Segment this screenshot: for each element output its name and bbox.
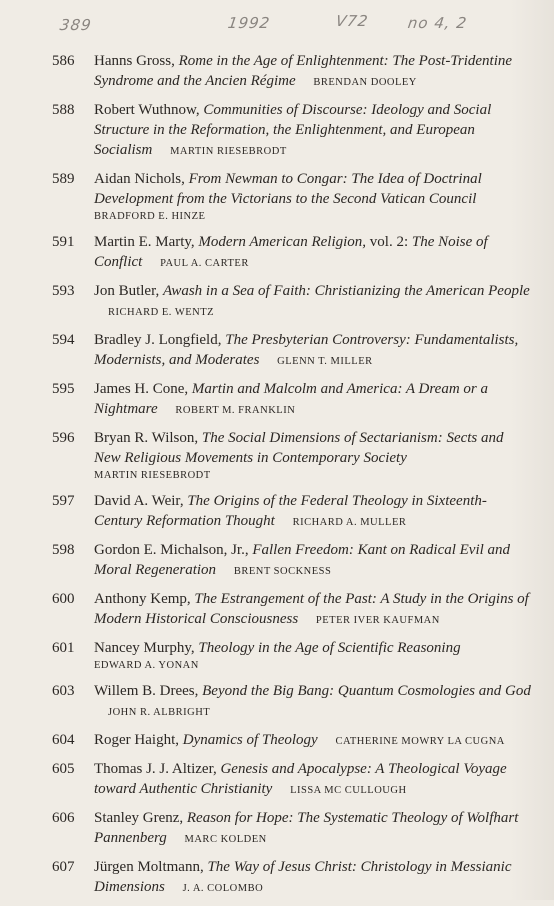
entry-author: Willem B. Drees, (94, 683, 199, 699)
entry-text (94, 759, 532, 801)
review-entry (52, 51, 532, 93)
entry-subtitle: The Noise of Conflict (94, 234, 488, 270)
entry-page-number: 586 (52, 53, 75, 69)
entry-page-number: 596 (52, 430, 75, 446)
entry-page-number: 598 (52, 542, 75, 558)
entry-page-number: 603 (52, 683, 75, 699)
entry-title: Beyond the Big Bang: Quantum Cosmologies and God (202, 683, 531, 699)
entry-text (94, 589, 532, 631)
entry-author: David A. Weir, (94, 493, 184, 509)
entry-author: Thomas J. J. Altizer, (94, 761, 217, 777)
entry-page-number: 607 (52, 859, 75, 875)
entry-text (94, 330, 532, 372)
entry-title: The Origins of the Federal Theology in Sixteenth-Century Reformation Thought (94, 493, 487, 529)
entry-title: Awash in a Sea of Faith: Christianizing the American People (162, 283, 530, 299)
entry-author: Robert Wuthnow, (94, 102, 200, 118)
entry-page-number: 601 (52, 640, 75, 656)
review-list (52, 51, 532, 906)
annotation-issue: no 4, 2 (406, 14, 469, 32)
review-entry (52, 681, 532, 723)
entry-reviewer: ROBERT M. FRANKLIN (175, 405, 296, 416)
entry-page-number: 604 (52, 732, 75, 748)
entry-text (94, 51, 532, 93)
review-entry (52, 428, 532, 484)
entry-text (94, 100, 532, 162)
entry-text (94, 379, 532, 421)
annotation-page-number: 389 (58, 16, 93, 34)
entry-title: The Estrangement of the Past: A Study in the Origins of Modern Historical Consciousness (94, 591, 529, 627)
entry-text (94, 232, 532, 274)
entry-title: Martin and Malcolm and America: A Dream or a Nightmare (94, 381, 488, 417)
entry-reviewer: MARTIN RIESEBRODT (170, 146, 287, 157)
entry-page-number: 605 (52, 761, 75, 777)
entry-title: Communities of Discourse: Ideology and Social Structure in the Reformation, the Enlightenment, and European Socialism (94, 102, 492, 158)
entry-author: Anthony Kemp, (94, 591, 191, 607)
entry-page-number: 588 (52, 102, 75, 118)
review-entry (52, 857, 532, 899)
entry-author: Stanley Grenz, (94, 810, 184, 826)
entry-text (94, 808, 532, 850)
entry-title: From Newman to Congar: The Idea of Doctrinal Development from the Victorians to the Second Vatican Council (94, 171, 482, 207)
entry-text (94, 730, 532, 752)
review-entry (52, 730, 532, 752)
entry-title: Dynamics of Theology (182, 732, 318, 748)
entry-page-number: 594 (52, 332, 75, 348)
review-entry (52, 540, 532, 582)
entry-reviewer: BRADFORD E. HINZE (94, 211, 206, 222)
annotation-year: 1992 (226, 14, 272, 32)
entry-author: Bradley J. Longfield, (94, 332, 222, 348)
entry-text (94, 169, 532, 225)
entry-reviewer: RICHARD A. MULLER (292, 517, 407, 528)
entry-author: James H. Cone, (94, 381, 189, 397)
entry-author: Jon Butler, (94, 283, 160, 299)
entry-author: Nancey Murphy, (94, 640, 195, 656)
entry-title: Theology in the Age of Scientific Reasoning (198, 640, 461, 656)
entry-title: Modern American Religion, (198, 234, 367, 250)
entry-reviewer: GLENN T. MILLER (277, 356, 373, 367)
review-entry (52, 808, 532, 850)
entry-reviewer: EDWARD A. YONAN (94, 660, 199, 671)
entry-reviewer: PETER IVER KAUFMAN (315, 615, 440, 626)
entry-page-number: 589 (52, 171, 75, 187)
entry-reviewer: BRENT SOCKNESS (233, 566, 332, 577)
entry-author: Jürgen Moltmann, (94, 859, 204, 875)
annotation-volume: V72 (334, 12, 370, 30)
entry-reviewer: CATHERINE MOWRY LA CUGNA (335, 736, 505, 747)
entry-title: Fallen Freedom: Kant on Radical Evil and Moral Regeneration (94, 542, 511, 578)
review-entry (52, 169, 532, 225)
entry-page-number: 593 (52, 283, 75, 299)
review-entry (52, 281, 532, 323)
entry-reviewer: RICHARD E. WENTZ (108, 307, 215, 318)
entry-reviewer: LISSA MC CULLOUGH (290, 785, 407, 796)
review-entry (52, 379, 532, 421)
entry-page-number: 591 (52, 234, 75, 250)
entry-text (94, 281, 532, 323)
entry-reviewer: PAUL A. CARTER (160, 258, 249, 269)
review-entry (52, 589, 532, 631)
entry-text (94, 491, 532, 533)
review-entry (52, 100, 532, 162)
entry-text (94, 428, 532, 484)
entry-reviewer: J. A. COLOMBO (182, 883, 264, 894)
entry-title: The Presbyterian Controversy: Fundamentalists, Modernists, and Moderates (94, 332, 519, 368)
entry-author: Martin E. Marty, (94, 234, 195, 250)
review-entry (52, 491, 532, 533)
entry-text (94, 638, 532, 674)
handwritten-annotation (0, 10, 554, 40)
review-entry (52, 330, 532, 372)
entry-page-number: 595 (52, 381, 75, 397)
entry-reviewer: MARC KOLDEN (184, 834, 267, 845)
entry-title: Reason for Hope: The Systematic Theology of Wolfhart Pannenberg (94, 810, 519, 846)
entry-title: The Way of Jesus Christ: Christology in Messianic Dimensions (94, 859, 512, 895)
entry-page-number: 606 (52, 810, 75, 826)
entry-title: The Social Dimensions of Sectarianism: Sects and New Religious Movements in Contemporary Society (94, 430, 504, 466)
entry-volume: vol. 2: (369, 234, 409, 250)
entry-author: Bryan R. Wilson, (94, 430, 199, 446)
entry-author: Roger Haight, (94, 732, 179, 748)
entry-page-number: 597 (52, 493, 75, 509)
entry-title: Rome in the Age of Enlightenment: The Post-Tridentine Syndrome and the Ancien Régime (94, 53, 513, 89)
entry-author: Hanns Gross, (94, 53, 175, 69)
entry-author: Aidan Nichols, (94, 171, 185, 187)
entry-reviewer: MARTIN RIESEBRODT (94, 470, 211, 481)
entry-page-number: 600 (52, 591, 75, 607)
entry-text (94, 857, 532, 899)
review-entry (52, 232, 532, 274)
review-entry (52, 638, 532, 674)
entry-title: Genesis and Apocalypse: A Theological Voyage toward Authentic Christianity (94, 761, 507, 797)
review-entry (52, 759, 532, 801)
entry-text (94, 540, 532, 582)
entry-author: Gordon E. Michalson, Jr., (94, 542, 249, 558)
entry-text (94, 681, 532, 723)
entry-reviewer: JOHN R. ALBRIGHT (108, 707, 211, 718)
entry-reviewer: BRENDAN DOOLEY (313, 77, 417, 88)
